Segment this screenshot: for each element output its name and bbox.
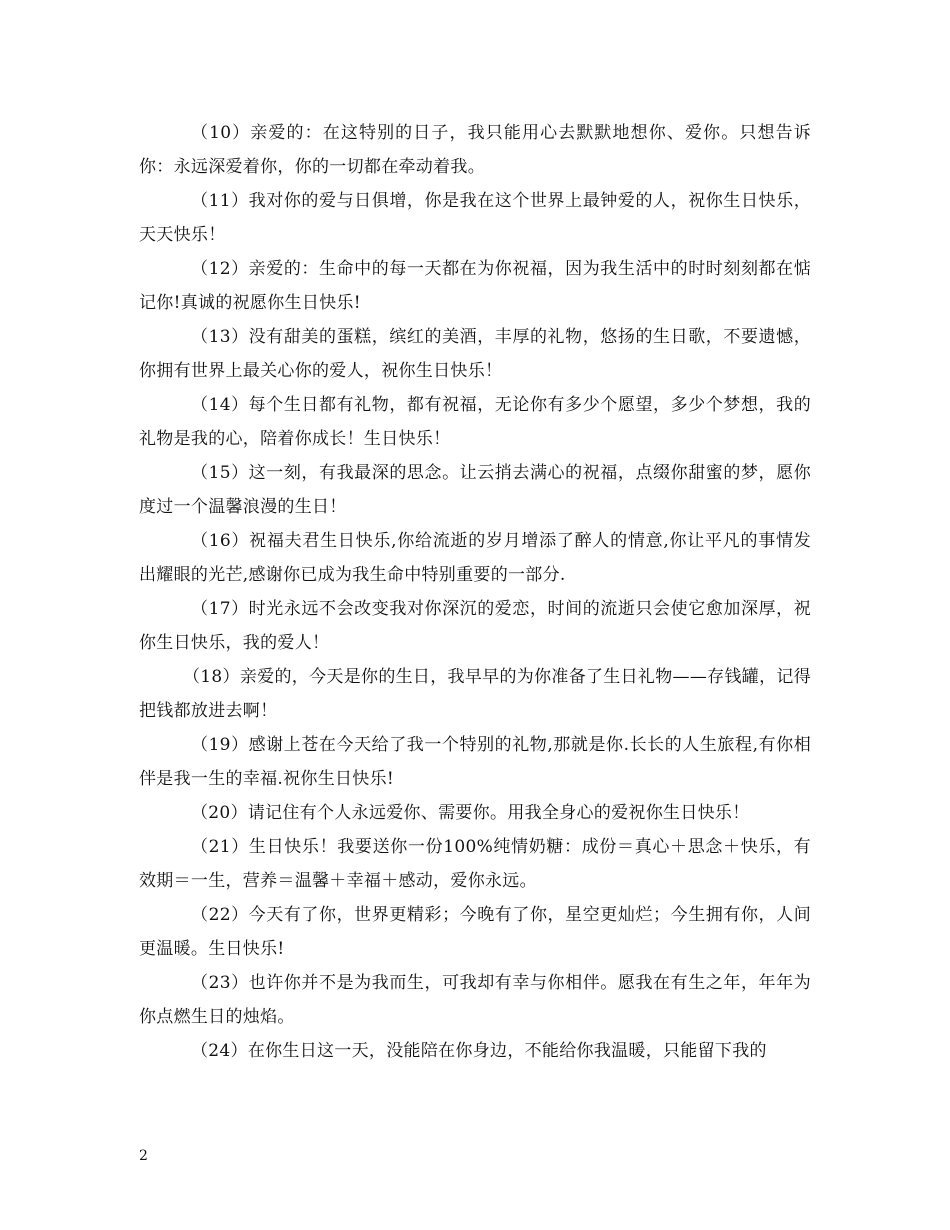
paragraph-14: （14）每个生日都有礼物，都有祝福，无论你有多少个愿望，多少个梦想，我的礼物是我的心，陪着你成长！生日快乐！ <box>139 395 811 449</box>
paragraph-13: （13）没有甜美的蛋糕，缤红的美酒，丰厚的礼物，悠扬的生日歌，不要遗憾，你拥有世界上最关心你的爱人，祝你生日快乐！ <box>139 327 811 381</box>
paragraph-24: （24）在你生日这一天，没能陪在你身边，不能给你我温暖，只能留下我的 <box>191 1041 767 1061</box>
paragraph-10: （10）亲爱的：在这特别的日子，我只能用心去默默地想你、爱你。只想告诉你：永远深爱着你，你的一切都在牵动着我。 <box>139 123 811 177</box>
document-body <box>139 116 811 1068</box>
paragraph-12: （12）亲爱的：生命中的每一天都在为你祝福，因为我生活中的时时刻刻都在惦记你!真诚的祝愿你生日快乐! <box>139 259 811 313</box>
paragraph-20: （20）请记住有个人永远爱你、需要你。用我全身心的爱祝你生日快乐！ <box>191 803 750 823</box>
paragraph-17: （17）时光永远不会改变我对你深沉的爱恋，时间的流逝只会使它愈加深厚，祝你生日快乐，我的爱人！ <box>139 599 811 653</box>
paragraph-16: （16）祝福夫君生日快乐,你给流逝的岁月增添了醉人的情意,你让平凡的事情发出耀眼的光芒,感谢你已成为我生命中特别重要的一部分. <box>139 531 811 585</box>
paragraph-15: （15）这一刻，有我最深的思念。让云捎去满心的祝福，点缀你甜蜜的梦，愿你度过一个温馨浪漫的生日！ <box>139 463 811 517</box>
paragraph-19: （19）感谢上苍在今天给了我一个特别的礼物,那就是你.长长的人生旅程,有你相伴是我一生的幸福.祝你生日快乐! <box>139 735 811 789</box>
page-number: 2 <box>139 1148 148 1164</box>
paragraph-22: （22）今天有了你，世界更精彩；今晚有了你，星空更灿烂；今生拥有你，人间更温暖。生日快乐! <box>139 905 811 959</box>
paragraph-11: （11）我对你的爱与日俱增，你是我在这个世界上最钟爱的人，祝你生日快乐，天天快乐！ <box>139 191 811 245</box>
paragraph-18: （18）亲爱的，今天是你的生日，我早早的为你准备了生日礼物——存钱罐，记得把钱都放进去啊！ <box>139 667 811 721</box>
paragraph-23: （23）也许你并不是为我而生，可我却有幸与你相伴。愿我在有生之年，年年为你点燃生日的烛焰。 <box>139 973 811 1027</box>
paragraph-21: （21）生日快乐！我要送你一份100%纯情奶糖：成份＝真心＋思念＋快乐，有效期＝一生，营养＝温馨＋幸福＋感动，爱你永远。 <box>139 837 811 891</box>
